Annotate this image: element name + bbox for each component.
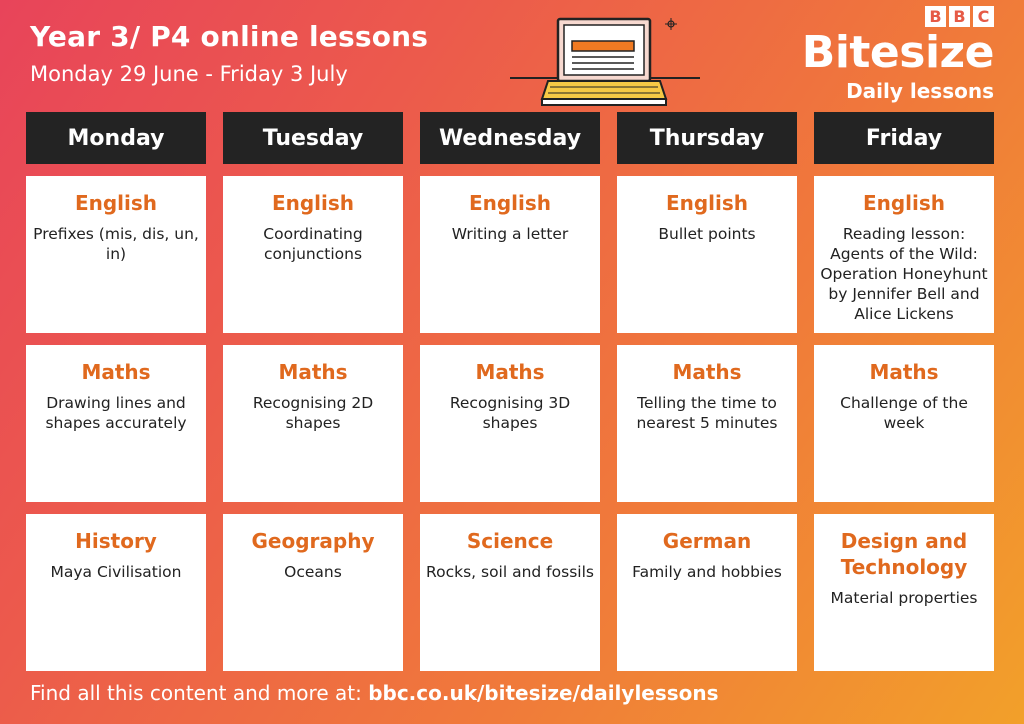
lesson-topic: Material properties: [830, 589, 978, 607]
day-header: Friday: [814, 112, 994, 164]
lesson-subject: Science: [466, 529, 554, 553]
lesson-card[interactable]: [26, 176, 206, 333]
lesson-timetable: [26, 112, 994, 683]
day-header: Wednesday: [420, 112, 600, 164]
day-column-tuesday: [223, 112, 403, 683]
bitesize-brand: [802, 6, 994, 103]
day-column-monday: [26, 112, 206, 683]
lesson-topic: Family and hobbies: [632, 563, 782, 581]
lesson-subject: History: [75, 529, 157, 553]
day-header: Monday: [26, 112, 206, 164]
lesson-subject: Maths: [475, 360, 545, 384]
lesson-subject: English: [271, 191, 355, 215]
footer-text: [30, 681, 719, 705]
lesson-subject: Design and Technology: [840, 529, 968, 579]
lesson-card[interactable]: [223, 514, 403, 671]
lesson-card[interactable]: [814, 514, 994, 671]
lesson-subject: Geography: [251, 529, 375, 553]
day-column-friday: [814, 112, 994, 683]
lesson-subject: Maths: [81, 360, 151, 384]
bbc-logo-letter: B: [949, 6, 970, 27]
bbc-logo-letter: C: [973, 6, 994, 27]
lesson-subject: English: [862, 191, 946, 215]
lesson-topic: Challenge of the week: [840, 394, 968, 432]
lesson-card[interactable]: [26, 345, 206, 502]
lesson-card[interactable]: [223, 176, 403, 333]
bbc-logo: [802, 6, 994, 27]
lesson-topic: Recognising 2D shapes: [252, 394, 374, 432]
lesson-subject: English: [665, 191, 749, 215]
lesson-topic: Maya Civilisation: [50, 563, 182, 581]
footer-link[interactable]: bbc.co.uk/bitesize/dailylessons: [368, 681, 719, 705]
page-title: Year 3/ P4 online lessons: [30, 20, 429, 53]
lesson-subject: English: [468, 191, 552, 215]
lesson-card[interactable]: [814, 176, 994, 333]
lesson-topic: Reading lesson: Agents of the Wild: Operation Honeyhunt by Jennifer Bell and Alice Lickens: [820, 225, 988, 323]
day-header: Thursday: [617, 112, 797, 164]
lesson-card[interactable]: [617, 176, 797, 333]
bitesize-wordmark: Bitesize: [801, 27, 994, 78]
lesson-card[interactable]: [420, 176, 600, 333]
lesson-topic: Drawing lines and shapes accurately: [45, 394, 187, 432]
daily-lessons-label: Daily lessons: [846, 79, 994, 103]
lesson-card[interactable]: [26, 514, 206, 671]
lesson-subject: Maths: [869, 360, 939, 384]
lesson-topic: Bullet points: [658, 225, 756, 243]
lesson-card[interactable]: [420, 345, 600, 502]
lesson-topic: Coordinating conjunctions: [263, 225, 363, 263]
lesson-subject: German: [662, 529, 752, 553]
lesson-card[interactable]: [420, 514, 600, 671]
laptop-icon: [510, 15, 700, 110]
lesson-card[interactable]: [617, 345, 797, 502]
lesson-topic: Prefixes (mis, dis, un, in): [33, 225, 199, 263]
day-column-wednesday: [420, 112, 600, 683]
lesson-topic: Writing a letter: [451, 225, 569, 243]
lesson-topic: Rocks, soil and fossils: [426, 563, 594, 581]
lesson-subject: English: [74, 191, 158, 215]
bbc-logo-letter: B: [925, 6, 946, 27]
day-column-thursday: [617, 112, 797, 683]
lesson-card[interactable]: [617, 514, 797, 671]
day-header: Tuesday: [223, 112, 403, 164]
lesson-subject: Maths: [672, 360, 742, 384]
footer-prefix: Find all this content and more at:: [30, 681, 369, 705]
lesson-card[interactable]: [223, 345, 403, 502]
lesson-subject: Maths: [278, 360, 348, 384]
lesson-topic: Telling the time to nearest 5 minutes: [636, 394, 778, 432]
lesson-topic: Recognising 3D shapes: [449, 394, 571, 432]
page-subtitle: Monday 29 June - Friday 3 July: [30, 62, 348, 86]
lesson-card[interactable]: [814, 345, 994, 502]
lesson-topic: Oceans: [284, 563, 342, 581]
